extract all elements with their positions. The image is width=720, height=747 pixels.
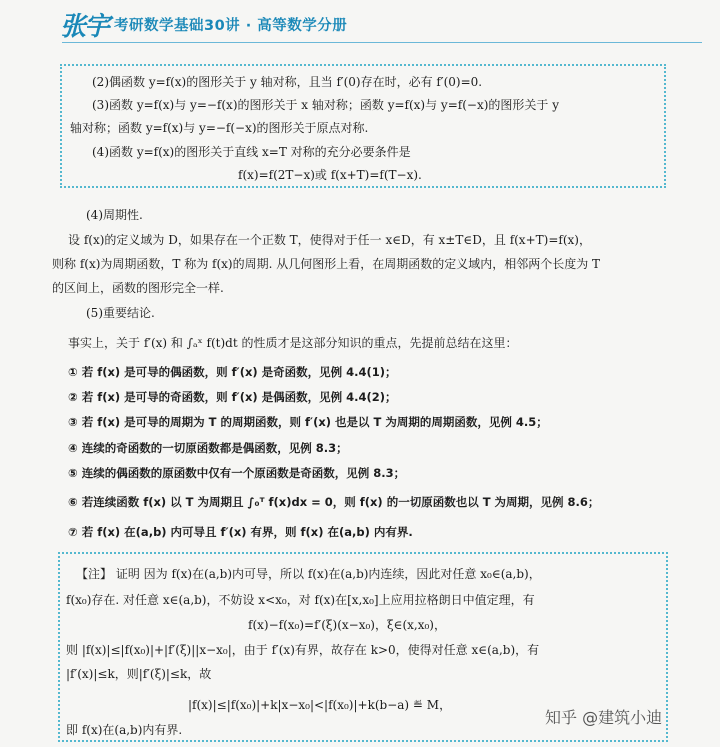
author-logo: 张宇 [60,12,109,42]
conclusion-4: ④ 连续的奇函数的一切原函数都是偶函数，见例 8.3； [68,441,348,455]
section-heading-periodicity: (4)周期性. [86,208,143,222]
conclusion-2: ② 若 f(x) 是可导的奇函数，则 f′(x) 是偶函数，见例 4.4(2)； [68,390,397,404]
box1-line-4: (4)函数 y=f(x)的图形关于直线 x=T 对称的充分必要条件是 [92,145,411,159]
note-line-6: |f(x)|≤|f(x₀)|+k|x−x₀|<|f(x₀)|+k(b−a) ≝ M， [188,698,452,712]
box1-line-5: f(x)=f(2T−x)或 f(x+T)=f(T−x). [238,168,422,182]
page-header [60,6,700,42]
body-paragraph-line-4: 事实上，关于 f′(x) 和 ∫ₐˣ f(t)dt 的性质才是这部分知识的重点，先提前总结在这里： [68,336,518,350]
conclusion-6: ⑥ 若连续函数 f(x) 以 T 为周期且 ∫₀ᵀ f(x)dx = 0，则 f(x) 的一切原函数也以 T 为周期，见例 8.6； [68,495,600,509]
body-paragraph-line-3: 的区间上，函数的图形完全一样. [52,281,224,295]
note-line-5: |f′(x)|≤k，则|f′(ξ)|≤k，故 [66,667,212,681]
zhihu-watermark: 知乎 @建筑小迪 [545,708,663,727]
box1-line-2: (3)函数 y=f(x)与 y=−f(x)的图形关于 x 轴对称；函数 y=f(x)与 y=f(−x)的图形关于 y [92,98,559,112]
body-paragraph-line-1: 设 f(x)的定义域为 D，如果存在一个正数 T，使得对于任一 x∈D，有 x±T∈D，且 f(x+T)=f(x)， [68,233,591,247]
book-title: 考研数学基础30讲 · 高等数学分册 [114,18,348,34]
body-paragraph-line-2: 则称 f(x)为周期函数，T 称为 f(x)的周期. 从几何图形上看，在周期函数的定义域内，相邻两个长度为 T [52,257,601,271]
header-rule [62,42,702,43]
box1-line-3: 轴对称；函数 y=f(x)与 y=−f(−x)的图形关于原点对称. [70,121,369,135]
note-line-7: 即 f(x)在(a,b)内有界. [66,723,183,737]
conclusion-1: ① 若 f(x) 是可导的偶函数，则 f′(x) 是奇函数，见例 4.4(1)； [68,365,397,379]
note-line-2: f(x₀)存在. 对任意 x∈(a,b)，不妨设 x<x₀，对 f(x)在[x,x₀]上应用拉格朗日中值定理，有 [66,593,535,607]
conclusion-5: ⑤ 连续的偶函数的原函数中仅有一个原函数是奇函数，见例 8.3； [68,466,406,480]
conclusion-7: ⑦ 若 f(x) 在(a,b) 内可导且 f′(x) 有界，则 f(x) 在(a,b) 内有界. [68,525,413,539]
note-line-4: 则 |f(x)|≤|f(x₀)|+|f′(ξ)||x−x₀|，由于 f′(x)有界，故存在 k>0，使得对任意 x∈(a,b)，有 [66,643,540,657]
section-heading-conclusions: (5)重要结论. [86,306,155,320]
note-line-1: 【注】 证明 因为 f(x)在(a,b)内可导，所以 f(x)在(a,b)内连续，因此对任意 x₀∈(a,b)， [76,567,541,581]
box1-line-1: (2)偶函数 y=f(x)的图形关于 y 轴对称，且当 f′(0)存在时，必有 f′(0)=0. [92,75,483,89]
note-line-3: f(x)−f(x₀)=f′(ξ)(x−x₀)，ξ∈(x,x₀)， [248,618,446,632]
conclusion-3: ③ 若 f(x) 是可导的周期为 T 的周期函数，则 f′(x) 也是以 T 为周期的周期函数，见例 4.5； [68,415,548,429]
